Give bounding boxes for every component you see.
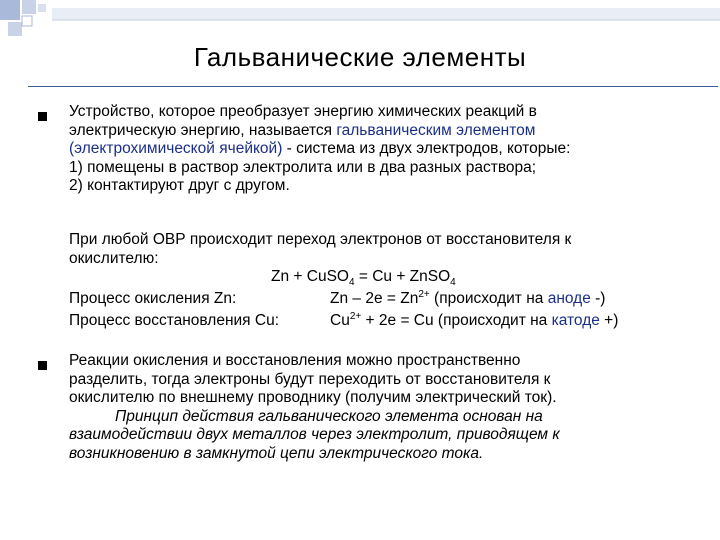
reduction-equation [330,312,618,331]
ovr-line: При любой ОВР происходит переход электронов от восстановителя к [69,231,572,248]
bullet2-paragraph [69,352,714,463]
bullet1-line: 1) помещены в раствор электролита или в два разных раствора; [69,158,537,176]
bullet2-line: разделить, тогда электроны будут переходить от восстановителя к [69,370,551,388]
note-text: -) [590,290,606,307]
bullet1-line: Устройство, которое преобразует энергию химических реакций в [69,103,537,120]
bullet1-line: 2) контактируют друг с другом. [69,177,290,194]
text-span: - система из двух электродов, которые: [282,140,571,157]
oxidation-label: Процесс окисления Zn: [69,290,237,307]
title-divider [28,86,718,87]
oxidation-equation [330,290,605,309]
principle-line: взаимодействии двух металлов через электролит, приводящем к [69,426,560,443]
ovr-paragraph [69,231,709,268]
slide-title: Гальванические элементы [193,42,527,72]
reduction-label: Процесс восстановления Cu: [69,312,279,329]
note-text: (происходит на [429,290,548,307]
equation-part: Zn + CuSO [271,268,349,285]
subscript: 4 [348,277,355,289]
equation-part: Zn – 2e = Zn [330,290,419,307]
reaction-equation [271,268,456,287]
note-text: +) [599,312,619,329]
equation-part: Cu [330,312,350,329]
highlight-term: (электрохимической ячейкой) [69,140,283,157]
equation-part: + 2e = Cu [361,312,434,329]
bullet-square-icon [38,112,47,121]
ovr-line: окислителю: [69,249,159,267]
equation-part: = Cu + ZnSO [354,268,451,285]
corner-decoration [0,0,720,40]
superscript: 2+ [349,310,362,322]
principle-line: возникновению в замкнутой цепи электрического тока. [69,444,484,462]
note-text: (происходит на [433,312,552,329]
superscript: 2+ [418,288,430,300]
bullet2-line: окислителю по внешнему проводнику (получим электрический ток). [69,389,557,406]
text-span: электрическую энергию, называется [69,121,337,139]
cathode-term: катоде [551,312,600,329]
highlight-term: гальваническим элементом [336,121,536,139]
bullet1-paragraph [69,103,709,196]
bullet2-line: Реакции окисления и восстановления можно пространственно [69,352,521,369]
subscript: 4 [450,277,456,289]
anode-term: аноде [547,290,591,307]
bullet1-line [69,140,709,159]
principle-line: Принцип действия гальванического элемента основан на [115,407,543,425]
bullet-square-icon [38,361,47,370]
bullet1-line [69,122,709,141]
